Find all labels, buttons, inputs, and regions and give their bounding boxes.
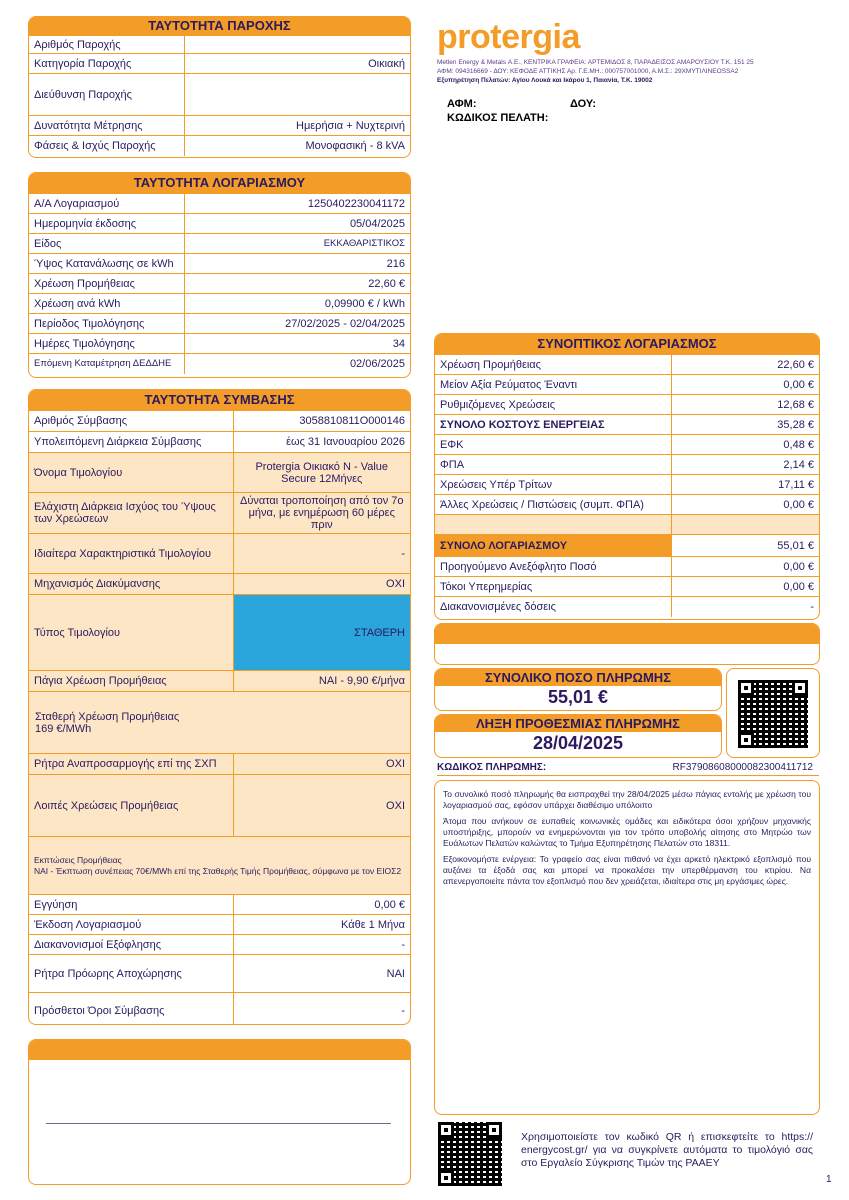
summary-section bbox=[434, 333, 820, 620]
info-paragraph: Άτομα που ανήκουν σε ευπαθείς κοινωνικές ομάδες και ειδικότερα όσοι χρήζουν μηχανικής υποστήριξης, μπορούν να ενημερώνονται για τον τρόπο υποβολής αίτησης στο Μητρώο των Ευάλωτων Πελατών καλώντας το Τμήμα Εξυπηρέτησης Πελατών στο 18311. bbox=[443, 816, 811, 848]
account-label: Χρέωση ανά kWh bbox=[29, 294, 184, 314]
payment-total-box bbox=[434, 668, 722, 711]
payment-code-label: ΚΩΔΙΚΟΣ ΠΛΗΡΩΜΗΣ: bbox=[437, 762, 547, 773]
contract-label: Ιδιαίτερα Χαρακτηριστικά Τιμολογίου bbox=[29, 534, 233, 574]
summary-label: Άλλες Χρεώσεις / Πιστώσεις (συμπ. ΦΠΑ) bbox=[435, 495, 671, 515]
company-info bbox=[437, 58, 827, 85]
info-paragraph: Εξοικονομήστε ενέργεια: Το γραφείο σας είναι πιθανό να έχει αρκετό ηλεκτρικό εξοπλισμό που αυξάνει τα έξοδά σας και μπορεί να προκαλέσει την υπερθέρμανση του κτιρίου. Να απενεργοποιείτε πάντα τον εξοπλισμό που δεν χρειάζεται, ιδιαίτερα στις μη εργάσιμες ώρες. bbox=[443, 854, 811, 886]
summary-value: - bbox=[671, 597, 819, 617]
contract-label: Υπολειπόμενη Διάρκεια Σύμβασης bbox=[29, 432, 233, 453]
account-label: Ύψος Κατανάλωσης σε kWh bbox=[29, 254, 184, 274]
info-paragraph: Το συνολικό ποσό πληρωμής θα εισπραχθεί την 28/04/2025 μέσω πάγιας εντολής με χρέωση του λογαριασμού σας, εφόσον υπάρχει διαθέσιμο υπόλοιπο bbox=[443, 789, 811, 810]
notes-box bbox=[28, 1039, 411, 1185]
supply-label: Αριθμός Παροχής bbox=[29, 36, 184, 54]
supply-label: Διεύθυνση Παροχής bbox=[29, 74, 184, 116]
contract-label: Όνομα Τιμολογίου bbox=[29, 453, 233, 493]
summary-label: Χρέωση Προμήθειας bbox=[435, 355, 671, 375]
summary-value: 35,28 € bbox=[671, 415, 819, 435]
account-value: 22,60 € bbox=[184, 274, 410, 294]
summary-label: Χρεώσεις Υπέρ Τρίτων bbox=[435, 475, 671, 495]
supply-label: Φάσεις & Ισχύς Παροχής bbox=[29, 136, 184, 156]
supply-value: Οικιακή bbox=[184, 54, 410, 74]
contract-value: ΟΧΙ bbox=[233, 574, 410, 595]
summary-label: Προηγούμενο Ανεξόφλητο Ποσό bbox=[435, 557, 671, 577]
account-value: 05/04/2025 bbox=[184, 214, 410, 234]
summary-label: ΦΠΑ bbox=[435, 455, 671, 475]
summary-label: Μείον Αξία Ρεύματος Έναντι bbox=[435, 375, 671, 395]
contract-label: Ρήτρα Αναπροσαρμογής επί της ΣΧΠ bbox=[29, 754, 233, 775]
contract-label: Εγγύηση bbox=[29, 895, 233, 915]
contract-label: Πρόσθετοι Όροι Σύμβασης bbox=[29, 993, 233, 1026]
account-title: ΤΑΥΤΟΤΗΤΑ ΛΟΓΑΡΙΑΣΜΟΥ bbox=[29, 173, 410, 193]
summary-label: Διακανονισμένες δόσεις bbox=[435, 597, 671, 617]
contract-label: Λοιπές Χρεώσεις Προμήθειας bbox=[29, 775, 233, 837]
summary-value: 2,14 € bbox=[671, 455, 819, 475]
contract-label: Σταθερή Χρέωση Προμήθειας 169 €/MWh bbox=[29, 692, 410, 754]
contract-label: Έκδοση Λογαριασμού bbox=[29, 915, 233, 935]
energycost-qr-code[interactable] bbox=[438, 1122, 502, 1186]
supply-value: Μονοφασική - 8 kVA bbox=[184, 136, 410, 156]
summary-value: 12,68 € bbox=[671, 395, 819, 415]
payment-code-value: RF37908608000082300411712 bbox=[672, 762, 813, 773]
qr-finder-icon bbox=[738, 732, 754, 748]
summary-value: 0,48 € bbox=[671, 435, 819, 455]
summary-spacer bbox=[435, 515, 671, 535]
payment-due-label: ΛΗΞΗ ΠΡΟΘΕΣΜΙΑΣ ΠΛΗΡΩΜΗΣ bbox=[435, 715, 721, 732]
supply-label: Δυνατότητα Μέτρησης bbox=[29, 116, 184, 136]
contract-label: Ρήτρα Πρόωρης Αποχώρησης bbox=[29, 955, 233, 993]
summary-table bbox=[435, 354, 819, 617]
contract-value: έως 31 Ιανουαρίου 2026 bbox=[233, 432, 410, 453]
account-value: 34 bbox=[184, 334, 410, 354]
summary-value: 0,00 € bbox=[671, 375, 819, 395]
summary-value: 22,60 € bbox=[671, 355, 819, 375]
page-number: 1 bbox=[826, 1174, 832, 1185]
payment-code-row bbox=[437, 762, 819, 776]
account-table bbox=[29, 193, 410, 374]
contract-value: Protergia Οικιακό N - Value Secure 12Μήνες bbox=[233, 453, 410, 493]
summary-title: ΣΥΝΟΠΤΙΚΟΣ ΛΟΓΑΡΙΑΣΜΟΣ bbox=[435, 334, 819, 354]
contract-label: Διακανονισμοί Εξόφλησης bbox=[29, 935, 233, 955]
account-label: Είδος bbox=[29, 234, 184, 254]
info-box bbox=[434, 780, 820, 1115]
contract-label: Ελάχιστη Διάρκεια Ισχύος του Ύψους των Χρεώσεων bbox=[29, 493, 233, 534]
account-label: Α/Α Λογαριασμού bbox=[29, 194, 184, 214]
contract-section bbox=[28, 389, 411, 1025]
summary-total-label: ΣΥΝΟΛΟ ΛΟΓΑΡΙΑΣΜΟΥ bbox=[435, 535, 671, 557]
contract-title: ΤΑΥΤΟΤΗΤΑ ΣΥΜΒΑΣΗΣ bbox=[29, 390, 410, 410]
message-box bbox=[434, 623, 820, 665]
summary-label: ΣΥΝΟΛΟ ΚΟΣΤΟΥΣ ΕΝΕΡΓΕΙΑΣ bbox=[435, 415, 671, 435]
summary-value: 0,00 € bbox=[671, 557, 819, 577]
supply-title: ΤΑΥΤΟΤΗΤΑ ΠΑΡΟΧΗΣ bbox=[29, 17, 410, 35]
qr-finder-icon bbox=[438, 1170, 454, 1186]
contract-value: ΟΧΙ bbox=[233, 775, 410, 837]
contract-value: ΟΧΙ bbox=[233, 754, 410, 775]
supply-label: Κατηγορία Παροχής bbox=[29, 54, 184, 74]
account-label: Ημέρες Τιμολόγησης bbox=[29, 334, 184, 354]
qr-finder-icon bbox=[438, 1122, 454, 1138]
account-label: Χρέωση Προμήθειας bbox=[29, 274, 184, 294]
contract-value: - bbox=[233, 935, 410, 955]
notes-box-header bbox=[29, 1040, 410, 1060]
contract-value: ΝΑΙ - 9,90 €/μήνα bbox=[233, 671, 410, 692]
contract-table bbox=[29, 410, 410, 1025]
account-label: Περίοδος Τιμολόγησης bbox=[29, 314, 184, 334]
qr-finder-icon bbox=[486, 1122, 502, 1138]
company-line-1: Metlen Energy & Metals Α.Ε., ΚΕΝΤΡΙΚΑ ΓΡΑΦΕΙΑ: ΑΡΤΕΜΙΔΟΣ 8, ΠΑΡΑΔΕΙΣΟΣ ΑΜΑΡΟΥΣΙΟΥ Τ.Κ. 151 25 bbox=[437, 59, 754, 66]
contract-value: - bbox=[233, 993, 410, 1026]
contract-label: Μηχανισμός Διακύμανσης bbox=[29, 574, 233, 595]
contract-value: 3058810811O000146 bbox=[233, 411, 410, 432]
supply-value: Ημερήσια + Νυχτερινή bbox=[184, 116, 410, 136]
contract-value: Δύναται τροποποίηση από τον 7ο μήνα, με ενημέρωση 60 μέρες πριν bbox=[233, 493, 410, 534]
supply-table bbox=[29, 35, 410, 156]
company-line-2: ΑΦΜ: 094316669 - ΔΟΥ: ΚΕΦΟΔΕ ΑΤΤΙΚΗΣ Αρ. Γ.Ε.ΜΗ.: 000757001000, Α.Μ.Σ.: 29ΧΜΥΤΙΛΙΝΕΟSSA2 bbox=[437, 68, 739, 75]
account-value: ΕΚΚΑΘΑΡΙΣΤΙΚΟΣ bbox=[184, 234, 410, 254]
qr-finder-icon bbox=[792, 680, 808, 696]
contract-value: Κάθε 1 Μήνα bbox=[233, 915, 410, 935]
supply-section bbox=[28, 16, 411, 158]
energycost-text: Χρησιμοποιείστε τον κωδικό QR ή επισκεφτείτε το https:// energycost.gr/ για να συγκρίνετε αυτόματα το τιμολόγιό σας στο Εργαλείο Σύγκρισης Τιμών της ΡΑΑΕΥ bbox=[521, 1131, 813, 1169]
contract-label: Τύπος Τιμολογίου bbox=[29, 595, 233, 671]
summary-total-value: 55,01 € bbox=[671, 535, 819, 557]
account-section bbox=[28, 172, 411, 378]
contract-value: - bbox=[233, 534, 410, 574]
payment-due-box bbox=[434, 714, 722, 758]
customer-code-label: ΚΩΔΙΚΟΣ ΠΕΛΑΤΗ: bbox=[447, 112, 549, 124]
tariff-type-value: ΣΤΑΘΕΡΗ bbox=[233, 595, 410, 671]
contract-label: Αριθμός Σύμβασης bbox=[29, 411, 233, 432]
payment-total-value: 55,01 € bbox=[547, 687, 609, 707]
account-value: 0,09900 € / kWh bbox=[184, 294, 410, 314]
summary-label: Τόκοι Υπερημερίας bbox=[435, 577, 671, 597]
account-label: Ημερομηνία έκδοσης bbox=[29, 214, 184, 234]
account-value: 1250402230041172 bbox=[184, 194, 410, 214]
doy-label: ΔΟΥ: bbox=[570, 98, 597, 110]
signature-line bbox=[46, 1123, 391, 1124]
message-box-header bbox=[435, 624, 819, 644]
protergia-logo: protergia bbox=[437, 18, 580, 56]
summary-spacer-value bbox=[671, 515, 819, 535]
account-value: 216 bbox=[184, 254, 410, 274]
customer-info bbox=[447, 98, 596, 124]
summary-label: ΕΦΚ bbox=[435, 435, 671, 455]
contract-value: ΝΑΙ bbox=[233, 955, 410, 993]
company-line-3: Εξυπηρέτηση Πελατών: Αγίου Λουκά και Ικάρου 1, Παιανία, Τ.Κ. 19002 bbox=[437, 77, 653, 84]
payment-total-label: ΣΥΝΟΛΙΚΟ ΠΟΣΟ ΠΛΗΡΩΜΗΣ bbox=[435, 669, 721, 686]
summary-value: 17,11 € bbox=[671, 475, 819, 495]
supply-value bbox=[184, 36, 410, 54]
contract-label: Εκπτώσεις Προμήθειας ΝΑΙ - Έκπτωση συνέπειας 70€/MWh επί της Σταθερής Τιμής Προμήθειας, σύμφωνα με τον ΕΙΟΣ2 bbox=[29, 837, 410, 895]
account-value: 27/02/2025 - 02/04/2025 bbox=[184, 314, 410, 334]
summary-label: Ρυθμιζόμενες Χρεώσεις bbox=[435, 395, 671, 415]
summary-value: 0,00 € bbox=[671, 577, 819, 597]
qr-finder-icon bbox=[738, 680, 754, 696]
payment-due-value: 28/04/2025 bbox=[532, 733, 624, 753]
contract-label: Πάγια Χρέωση Προμήθειας bbox=[29, 671, 233, 692]
supply-value bbox=[184, 74, 410, 116]
afm-label: ΑΦΜ: bbox=[447, 98, 477, 110]
account-label: Επόμενη Καταμέτρηση ΔΕΔΔΗΕ bbox=[29, 354, 184, 374]
account-value: 02/06/2025 bbox=[184, 354, 410, 374]
contract-value: 0,00 € bbox=[233, 895, 410, 915]
payment-qr-frame bbox=[726, 668, 820, 758]
summary-value: 0,00 € bbox=[671, 495, 819, 515]
